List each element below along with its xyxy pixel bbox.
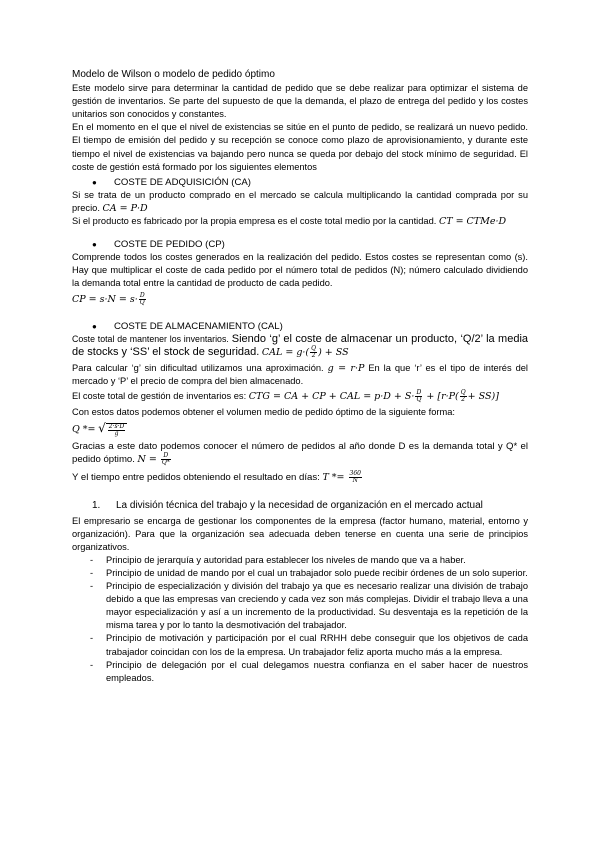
t-paragraph: Y el tiempo entre pedidos obteniendo el resultado en días: T *= $\frac{360}{N}$ <box>72 470 361 485</box>
list-item: - Principio de unidad de mando por el cual un trabajador solo puede recibir órdenes de un solo superior. <box>90 568 528 578</box>
cp-paragraph: Comprende todos los costes generados en la realización del pedido. Estos costes se representan como (s). Hay que multiplicar el coste de cada pedido por el número total de pedidos (N); número calculado dividiendo la demanda total entre la cantidad de producto de cada pedido. <box>72 252 528 289</box>
g-paragraph: Para calcular ‘g’ sin dificultad utilizamos una aproximación. g = r·P En la que ‘r’ es el tipo de interés del mercado y ‘P’ el precio de compra del bien almacenado. <box>72 362 528 386</box>
t-formula: T *= $\frac{360}{N}$ <box>322 470 361 485</box>
ca-paragraph-1: Si se trata de un producto comprado en el mercado se calcula multiplicando la cantidad comprada por su precio. CA = P·D <box>72 189 528 214</box>
g-formula: g = r·P <box>327 362 365 374</box>
ctg-formula: CTG = CA + CP + CAL = p·D + S· $\frac{D}{Q}$ + [r·P( $\frac{Q}{2}$ + SS)] <box>248 389 499 404</box>
cp-formula: CP = s·N = s· $\frac{D}{Q}$ <box>72 291 145 306</box>
list-item: - Principio de especialización y división del trabajo ya que es necesario realizar una división de trabajo debido a que las empresas van creciendo y cada vez son más complejas. Dividir el trabajo lleva a una mayor especialización y así a un incremento de la productividad. Su desventaja es la repetición de la misma tarea y por lo tanto la desmotivación del trabajador. <box>90 581 528 631</box>
page-title: Modelo de Wilson o modelo de pedido óptimo <box>72 69 275 80</box>
list-item: - Principio de motivación y participación por el cual RRHH debe conseguir que los objetivos de cada trabajador coincidan con los de la empresa. Un trabajador feliz aporta mucho más a la empresa. <box>90 633 528 657</box>
volume-paragraph: Con estos datos podemos obtener el volumen medio de pedido óptimo de la siguiente forma: <box>72 407 455 418</box>
cp-heading: ● COSTE DE PEDIDO (CP) <box>92 239 225 251</box>
document-page <box>72 68 528 685</box>
total-cost-paragraph: El coste total de gestión de inventarios es: CTG = CA + CP + CAL = p·D + S· $\frac{D}{Q}$ + [r·P( $\frac{Q}{2}$ + SS)] <box>72 389 499 404</box>
cal-formula: CAL = g·( $\frac{Q}{2}$ ) + SS <box>261 344 349 359</box>
cal-paragraph: Coste total de mantener los inventarios. Siendo ‘g’ el coste de almacenar un producto, ‘Q/2’ la media de stocks y ‘SS’ el stock de seguridad. CAL = g·( $\frac{Q}{2}$ ) + SS <box>72 332 529 359</box>
q-formula: Q *= √ $\frac{2\cdot s\cdot D}{g}$ <box>72 422 528 437</box>
list-item: - Principio de jerarquía y autoridad para establecer los niveles de mando que va a haber. <box>90 554 466 565</box>
list-item: - Principio de delegación por el cual delegamos nuestra confianza en el saber hacer de nuestros empleados. <box>90 659 528 683</box>
section-intro: El empresario se encarga de gestionar los componentes de la empresa (factor humano, material, entorno y organización). Para que la organización sea adecuada deben tenerse en cuenta una serie de principios organizativos. <box>72 515 528 552</box>
n-formula: N = $\frac{D}{Q*}$ <box>137 452 170 467</box>
ca-paragraph-2: Si el producto es fabricado por la propia empresa es el coste total medio por la cantidad. CT = CTMe·D <box>72 216 507 228</box>
intro-paragraph-1: Este modelo sirve para determinar la cantidad de pedido que se debe realizar para optimizar el sistema de gestión de inventarios. Se parte del supuesto de que la demanda, el plazo de entrega del pedido y los costes unitarios son conocidos y constantes. <box>72 83 528 120</box>
section-heading: 1. La división técnica del trabajo y la necesidad de organización en el mercado actual <box>92 499 483 511</box>
ca-formula: CA = P·D <box>102 202 148 214</box>
ct-formula: CT = CTMe·D <box>438 216 507 228</box>
bullet-icon: ● <box>92 321 97 331</box>
bullet-icon: ● <box>92 177 97 187</box>
cal-heading: ● COSTE DE ALMACENAMIENTO (CAL) <box>92 320 283 332</box>
n-paragraph: Gracias a este dato podemos conocer el número de pedidos al año donde D es la demanda total y Q* el pedido óptimo. N = $\frac{D}{Q*}$ <box>72 441 528 467</box>
ca-heading: ● COSTE DE ADQUISICIÓN (CA) <box>92 176 251 188</box>
intro-paragraph-2: En el momento en el que el nivel de existencias se sitúe en el punto de pedido, se realizará un nuevo pedido. El tiempo de emisión del pedido y su recepción se conoce como plazo de aprovisionamiento, y durante este tiempo el nivel de existencias va bajando pero nunca se queda por debajo del stock mínimo de seguridad. El coste de gestión está formado por los siguientes elementos <box>72 122 528 172</box>
principles-list <box>72 554 528 685</box>
bullet-icon: ● <box>92 240 97 250</box>
